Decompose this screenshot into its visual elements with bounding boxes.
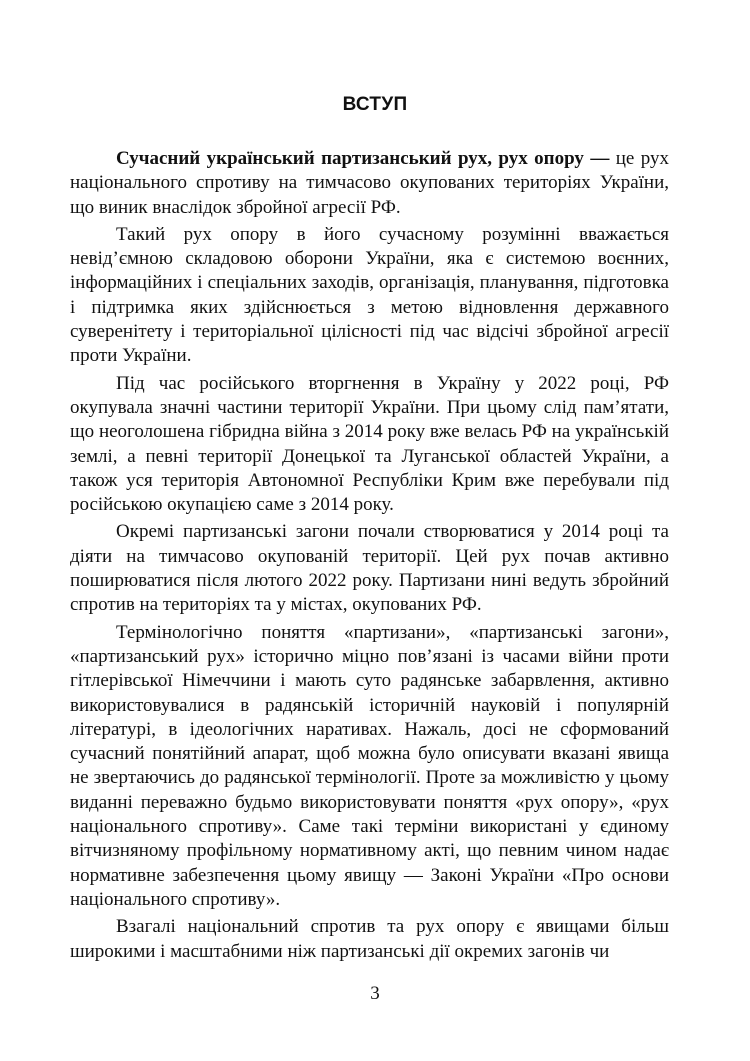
paragraph-1 <box>70 147 669 220</box>
paragraph-4: Окремі партизанські загони почали створюватися у 2014 році та діяти на тимчасово окупованій території. Цей рух почав активно поширюватися після лютого 2022 року. Партизани нині ведуть збройний спротив на територіях та у містах, окупованих РФ. <box>70 521 669 616</box>
body-text <box>70 147 669 964</box>
paragraph-2: Такий рух опору в його сучасному розумінні вважається невід’ємною складовою оборони України, яка є системою воєнних, інформаційних і спеціальних заходів, організація, планування, підготовка і підтримка яких здійснюється з метою відновлення державного суверенітету і територіальної цілісності під час відсічі збройної агресії проти України. <box>70 223 669 367</box>
paragraph-3: Під час російського вторгнення в Україну у 2022 році, РФ окупувала значні частини території України. При цьому слід пам’ятати, що неоголошена гібридна війна з 2014 року вже велась РФ на українській землі, а певні території Донецької та Луганської областей України, а також уся територія Автономної Республіки Крим вже перебували під російською окупацією саме з 2014 року. <box>70 372 669 516</box>
page-title: ВСТУП <box>342 94 408 115</box>
paragraph-6: Взагалі національний спротив та рух опору є явищами більш широкими і масштабними ніж партизанські дії окремих загонів чи <box>70 916 669 962</box>
paragraph-1-text: це рух національного спротиву на тимчасово окупованих територіях України, що виник внаслідок збройної агресії РФ. <box>70 148 669 218</box>
paragraph-5: Термінологічно поняття «партизани», «партизанські загони», «партизанський рух» історично міцно пов’язані із часами війни проти гітлерівської Німеччини і мають суто радянське забарвлення, активно використовувалися в радянській історичній науковій і популярній літературі, в ідеологічних наративах. Нажаль, досі не сформований сучасний понятійний апарат, щоб можна було описувати вказані явища не звертаючись до радянської термінології. Проте за можливістю у цьому виданні переважно будьмо використовувати поняття «рух опору», «рух національного спротиву». Саме такі терміни використані у єдиному вітчизняному профільному нормативному акті, що певним чином надає нормативне забезпечення цьому явищу — Законі України «Про основи національного спротиву». <box>70 621 669 910</box>
page-number: 3 <box>370 983 380 1004</box>
paragraph-1-bold-lead: Сучасний український партизанський рух, рух опору — <box>116 148 610 169</box>
